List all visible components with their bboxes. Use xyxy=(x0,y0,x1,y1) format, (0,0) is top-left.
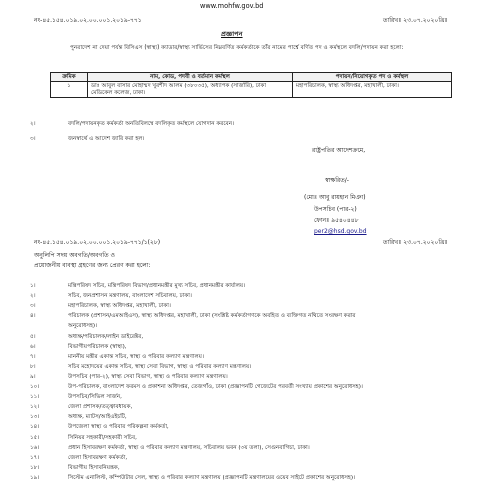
list-item-text: মহাপরিচালক, স্বাস্থ্য অধিদপ্তর, মহাখালী, ঢাকা। xyxy=(68,303,171,310)
list-item-text: পরিচালক (প্রশাসন/এমআইএস), স্বাস্থ্য অধিদপ্তর, মহাখালী, ঢাকা (সংশ্লিষ্ট কর্মকর্তাগণকে অবহিত ও ব্যক্তিগত নথিতে সংরক্ষণ করার xyxy=(68,313,356,320)
notice-title: প্রজ্ঞাপন xyxy=(221,30,243,38)
list-item-text: মাননীয় মন্ত্রীর একান্ত সচিব, স্বাস্থ্য ও পরিবার কল্যাণ মন্ত্রণালয়। xyxy=(68,353,204,360)
list-item xyxy=(30,303,460,309)
cell-serial: ১ xyxy=(51,82,88,98)
list-item xyxy=(30,414,460,420)
reference-number: নং-৪৫.১৫৪.০১৯.০২.০০.০০১.২০১৯-৭৭১ xyxy=(34,17,142,24)
list-item-number: ৩। xyxy=(30,303,36,310)
signatory-designation: উপসচিব (পার-২) xyxy=(314,206,357,213)
list-item-number: ৯। xyxy=(30,373,36,380)
list-item xyxy=(30,293,460,299)
list-item-text: উপজেলা স্বাস্থ্য ও পরিবার পরিকল্পনা কর্মকর্তা, xyxy=(68,424,169,431)
list-item-number: ১৪। xyxy=(30,424,40,431)
list-item xyxy=(30,283,460,289)
list-item xyxy=(30,313,460,319)
list-item-text: অধ্যক্ষ/পরিচালক/লাইন ডাইরেক্টর, xyxy=(68,333,144,340)
signatory-name: (মোঃ আবু রায়হান মিঞা) xyxy=(304,194,366,201)
list-item-text: প্রধান হিসাবরক্ষণ কর্মকর্তা, স্বাস্থ্য ও পরিবার কল্যাণ মন্ত্রণালয়, সচিবালয় ভবন (৩য় তলা), সেগুনবাগিচা, ঢাকা। xyxy=(68,444,310,451)
point-number: ৩। xyxy=(30,136,36,142)
signed-mark: স্বাক্ষরিত/- xyxy=(325,177,349,184)
list-item-number: ১৭। xyxy=(30,454,40,461)
col-header-serial: ক্রমিক xyxy=(51,73,88,82)
list-item-number: ১৩। xyxy=(30,414,40,421)
list-item xyxy=(30,445,460,451)
copy-reference-number: নং-৪৫.১৫৪.০১৯.০২.০০.০০১.২০১৯-৭৭১/১(২৮) xyxy=(34,239,161,246)
point-3 xyxy=(30,136,460,142)
list-item-text: সিনিয়র সহকারী/সহকারী সচিব, xyxy=(68,434,137,441)
list-item-number: ১৮। xyxy=(30,464,40,471)
by-order-text: রাষ্ট্রপতির আদেশক্রমে, xyxy=(312,147,366,154)
list-item-number: ৭। xyxy=(30,353,36,360)
list-item xyxy=(30,475,460,481)
list-item xyxy=(30,354,460,360)
list-item xyxy=(30,424,460,430)
list-item-text: উপসচিব (পার-২), স্বাস্থ্য সেবা বিভাগ, স্বাস্থ্য ও পরিবার কল্যাণ মন্ত্রণালয়। xyxy=(68,373,228,380)
col-header-new-post: পদায়ন/নিয়োগকৃত পদ ও কর্মস্থল xyxy=(293,73,452,82)
list-item-text: অধ্যক্ষ, ম্যাটস/আইএইচটি, xyxy=(68,414,127,421)
list-item-number: ১৫। xyxy=(30,434,40,441)
point-number: ২। xyxy=(30,121,36,127)
list-item-text: বিভাগীয়পরিচালক (স্বাস্থ্য), xyxy=(68,343,127,350)
list-item-number: ৫। xyxy=(30,333,36,340)
list-item xyxy=(30,344,460,350)
cell-current-post: ডাঃ আবুল বাসার মোহাম্মদ খুরশীদ আলম (৩৮০৩৫), অধ্যাপক (সার্জারি), ঢাকা মেডিকেল কলেজ, ঢাকা। xyxy=(88,82,293,98)
list-item-number: ৬। xyxy=(30,343,36,350)
list-item-number: ১০। xyxy=(30,384,40,390)
list-item-text: সচিব, জনপ্রশাসন মন্ত্রণালয়, বাংলাদেশ সচিবালয়, ঢাকা। xyxy=(68,293,192,300)
intro-paragraph: পুনরাদেশ না দেয়া পর্যন্ত বিসিএস (স্বাস্থ্য) ক্যাডার/স্বাস্থ্য সার্ভিসের নিম্নবর্ণিত কর্মকর্তাকে তাঁর নামের পার্শ্বে বর্ণিত পদ ও কর্মস্থলে বদলি/পদায়ন করা হলো: xyxy=(70,45,404,51)
list-item-number: ১৬। xyxy=(30,444,40,451)
copy-heading: অনুলিপি সদয় অবগতি/অবগতি ও xyxy=(34,252,115,259)
copy-date: তারিখঃ ২৩.০৭.২০২০খ্রিঃ xyxy=(383,239,448,246)
transfer-table xyxy=(50,72,452,98)
list-item xyxy=(30,334,460,340)
list-item xyxy=(30,364,460,370)
list-item xyxy=(30,435,460,441)
list-item xyxy=(30,465,460,471)
point-2 xyxy=(30,121,460,127)
list-item-text: সিস্টেম এনালিস্ট, কম্পিউটার সেল, স্বাস্থ্য ও পরিবার কল্যাণ মন্ত্রণালয় (প্রজ্ঞাপনটি মন্ত্রণালয়ের ওয়েব সাইটে প্রকাশের অনুরোধসহ)। xyxy=(68,474,356,481)
table-header-row xyxy=(51,73,452,82)
table-row xyxy=(51,82,452,98)
list-item xyxy=(30,374,460,380)
list-item-number: ১১। xyxy=(30,394,40,401)
list-item xyxy=(30,394,460,400)
list-item-number: ১২। xyxy=(30,404,40,411)
point-text: জনস্বার্থে এ আদেশ জারি করা হল। xyxy=(68,136,145,142)
list-item-text: অনুরোধসহ)। xyxy=(68,323,98,330)
cell-new-post: মহাপরিচালক, স্বাস্থ্য অধিদপ্তর, মহাখালী, ঢাকা। xyxy=(293,82,452,98)
list-item-number: ২। xyxy=(30,293,36,300)
list-item-text: জেলা প্রশাসক/তত্ত্বাবধায়ক, xyxy=(68,404,133,411)
list-item xyxy=(30,323,460,329)
signatory-email[interactable]: per2@hsd.gov.bd xyxy=(314,228,367,235)
list-item-text: উপ-পরিচালক, বাংলাদেশ ফরমস ও প্রকাশনা অধিদপ্তর, তেজগাঁও, ঢাকা (প্রজ্ঞাপনটি গেজেটের পরবর্তী সংখ্যায় প্রকাশের অনুরোধসহ)। xyxy=(68,384,363,390)
issue-date: তারিখঃ ২৩.০৭.২০২০খ্রিঃ xyxy=(383,17,448,24)
list-item xyxy=(30,384,460,390)
point-text: বদলি/পদায়নকৃত কর্মকর্তা অনতিবিলম্বে বদলিকৃত কর্মস্থলে যোগদান করবেন। xyxy=(68,121,235,127)
list-item-text: বিভাগীয় হিসাবনিয়ন্ত্রক, xyxy=(68,464,120,471)
list-item xyxy=(30,404,460,410)
signatory-phone: ফোনঃ ৯৫৪০৪৪৮ xyxy=(314,217,359,224)
website-url[interactable]: www.mohfw.gov.bd xyxy=(200,2,264,10)
list-item-number: ৮। xyxy=(30,363,36,370)
list-item-number: ১। xyxy=(30,283,36,289)
list-item-text: উপসচিব/সিভিল সার্জন, xyxy=(68,394,122,401)
list-item-number: ১৯। xyxy=(30,474,40,481)
copy-subheading: প্রয়োজনীয় ব্যবস্থা গ্রহণের জন্য প্রেরণ করা হলো: xyxy=(34,262,151,269)
list-item-number: ৪। xyxy=(30,313,36,320)
list-item-text: সচিব মহোদয়ের একান্ত সচিব, স্বাস্থ্য সেবা বিভাগ, স্বাস্থ্য ও পরিবার কল্যাণ মন্ত্রণালয়। xyxy=(68,363,252,370)
list-item-text: জেলা হিসাবরক্ষণ কর্মকর্তা, xyxy=(68,454,128,461)
list-item xyxy=(30,455,460,461)
list-item-text: মন্ত্রিপরিষদ সচিব, মন্ত্রিপরিষদ বিভাগ/প্রধানমন্ত্রীর মুখ্য সচিব, প্রধানমন্ত্রীর কার্যালয়। xyxy=(68,283,246,289)
col-header-current: নাম, কোড, পদবী ও বর্তমান কর্মস্থল xyxy=(88,73,293,82)
